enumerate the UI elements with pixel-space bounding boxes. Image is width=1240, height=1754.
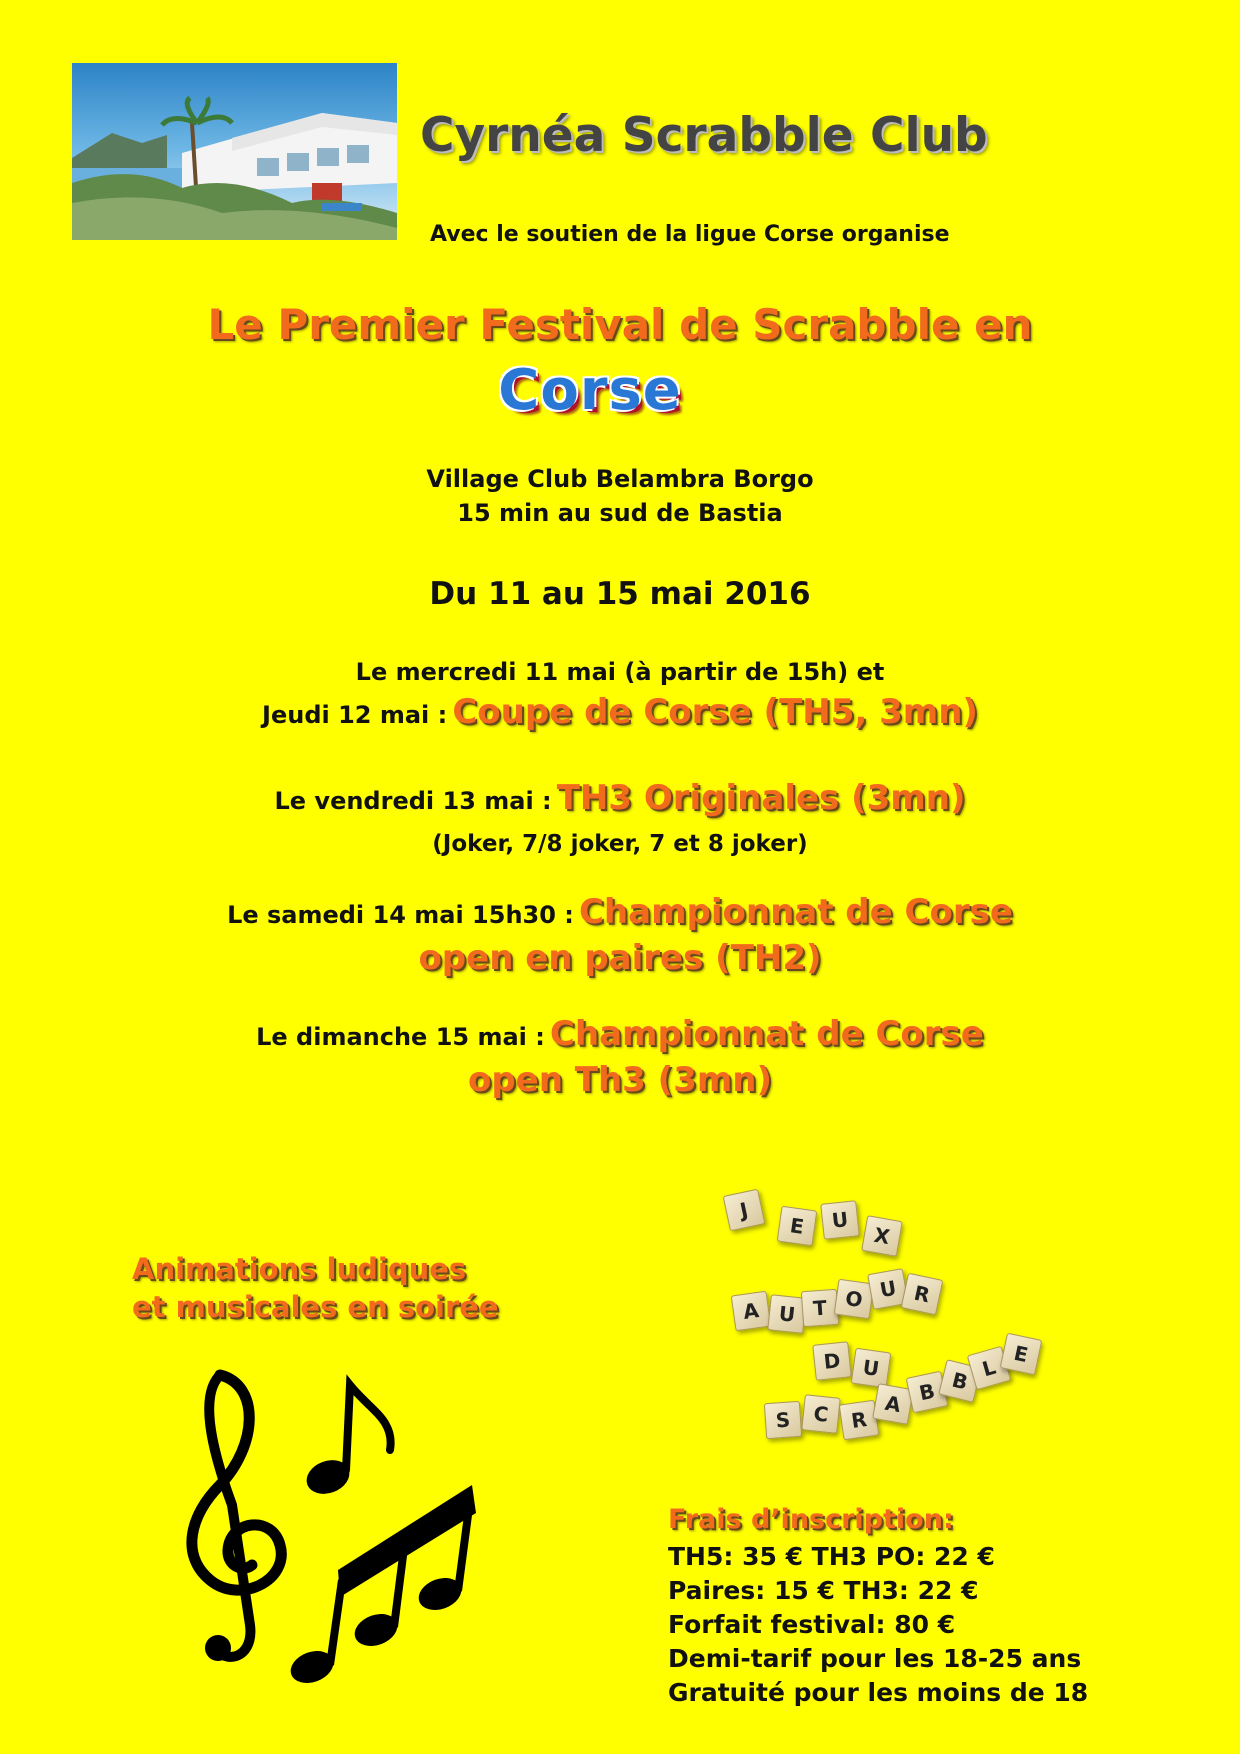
- tile: T: [801, 1289, 839, 1327]
- animations-line2: et musicales en soirée: [132, 1290, 499, 1324]
- animations-line1: Animations ludiques: [132, 1252, 467, 1286]
- tile: X: [861, 1215, 903, 1257]
- tile: S: [764, 1401, 802, 1439]
- tile: U: [851, 1348, 892, 1389]
- event-name-line2: open Th3 (3mn): [467, 1060, 773, 1100]
- fee-line: Gratuité pour les moins de 18: [668, 1678, 1089, 1707]
- tile: E: [777, 1206, 818, 1247]
- event-date: Le samedi 14 mai 15h30 :: [227, 901, 574, 929]
- festival-title: Le Premier Festival de Scrabble en: [207, 300, 1033, 349]
- tile: O: [834, 1279, 875, 1320]
- event-championnat-th3: [60, 1014, 1180, 1100]
- event-note: (Joker, 7/8 joker, 7 et 8 joker): [432, 831, 808, 857]
- tile: B: [938, 1359, 982, 1403]
- event-date: Jeudi 12 mai :: [262, 701, 448, 729]
- event-name: Championnat de Corse: [578, 892, 1013, 932]
- tile: E: [1000, 1333, 1043, 1376]
- tile: U: [867, 1268, 909, 1310]
- venue-name: Village Club Belambra Borgo: [426, 465, 814, 493]
- tile: R: [901, 1273, 944, 1316]
- event-name: Championnat de Corse: [549, 1014, 984, 1054]
- tile: L: [967, 1346, 1012, 1391]
- tile: D: [812, 1341, 852, 1381]
- venue-location: 15 min au sud de Bastia: [457, 499, 783, 527]
- tile: C: [801, 1394, 841, 1434]
- resort-building-photo: [72, 63, 397, 240]
- fee-line: Demi-tarif pour les 18-25 ans: [668, 1644, 1082, 1673]
- event-date: Le dimanche 15 mai :: [256, 1023, 545, 1051]
- tile: A: [872, 1383, 914, 1425]
- event-championnat-paires: [60, 892, 1180, 978]
- festival-title-emphasis: Corse: [498, 358, 682, 423]
- event-th3-originales: [60, 778, 1180, 864]
- festival-dates: Du 11 au 15 mai 2016: [429, 576, 811, 612]
- tile: U: [820, 1200, 860, 1240]
- tile: R: [839, 1400, 880, 1441]
- tile: B: [906, 1371, 949, 1414]
- event-date: Le vendredi 13 mai :: [274, 787, 552, 815]
- fees-list: [668, 1540, 1228, 1710]
- event-name: Coupe de Corse (TH5, 3mn): [452, 692, 978, 732]
- tile: J: [723, 1189, 766, 1232]
- fee-line: Paires: 15 € TH3: 22 €: [668, 1576, 979, 1605]
- club-subtitle: Avec le soutien de la ligue Corse organise: [430, 222, 950, 247]
- animations-text: [132, 1250, 652, 1326]
- tile: A: [731, 1291, 772, 1332]
- event-line: Le mercredi 11 mai (à partir de 15h) et: [355, 658, 885, 686]
- venue-block: [120, 462, 1120, 530]
- scrabble-tiles-icon: [705, 1180, 1065, 1450]
- fees-title: Frais d’inscription:: [668, 1504, 954, 1535]
- fee-line: Forfait festival: 80 €: [668, 1610, 956, 1639]
- event-name: TH3 Originales (3mn): [556, 778, 966, 818]
- club-name: Cyrnéa Scrabble Club: [420, 108, 988, 163]
- fee-line: TH5: 35 € TH3 PO: 22 €: [668, 1542, 995, 1571]
- music-notes-icon: [180, 1365, 500, 1695]
- event-coupe-de-corse: [60, 652, 1180, 738]
- tile: U: [767, 1294, 807, 1334]
- event-name-line2: open en paires (TH2): [418, 938, 822, 978]
